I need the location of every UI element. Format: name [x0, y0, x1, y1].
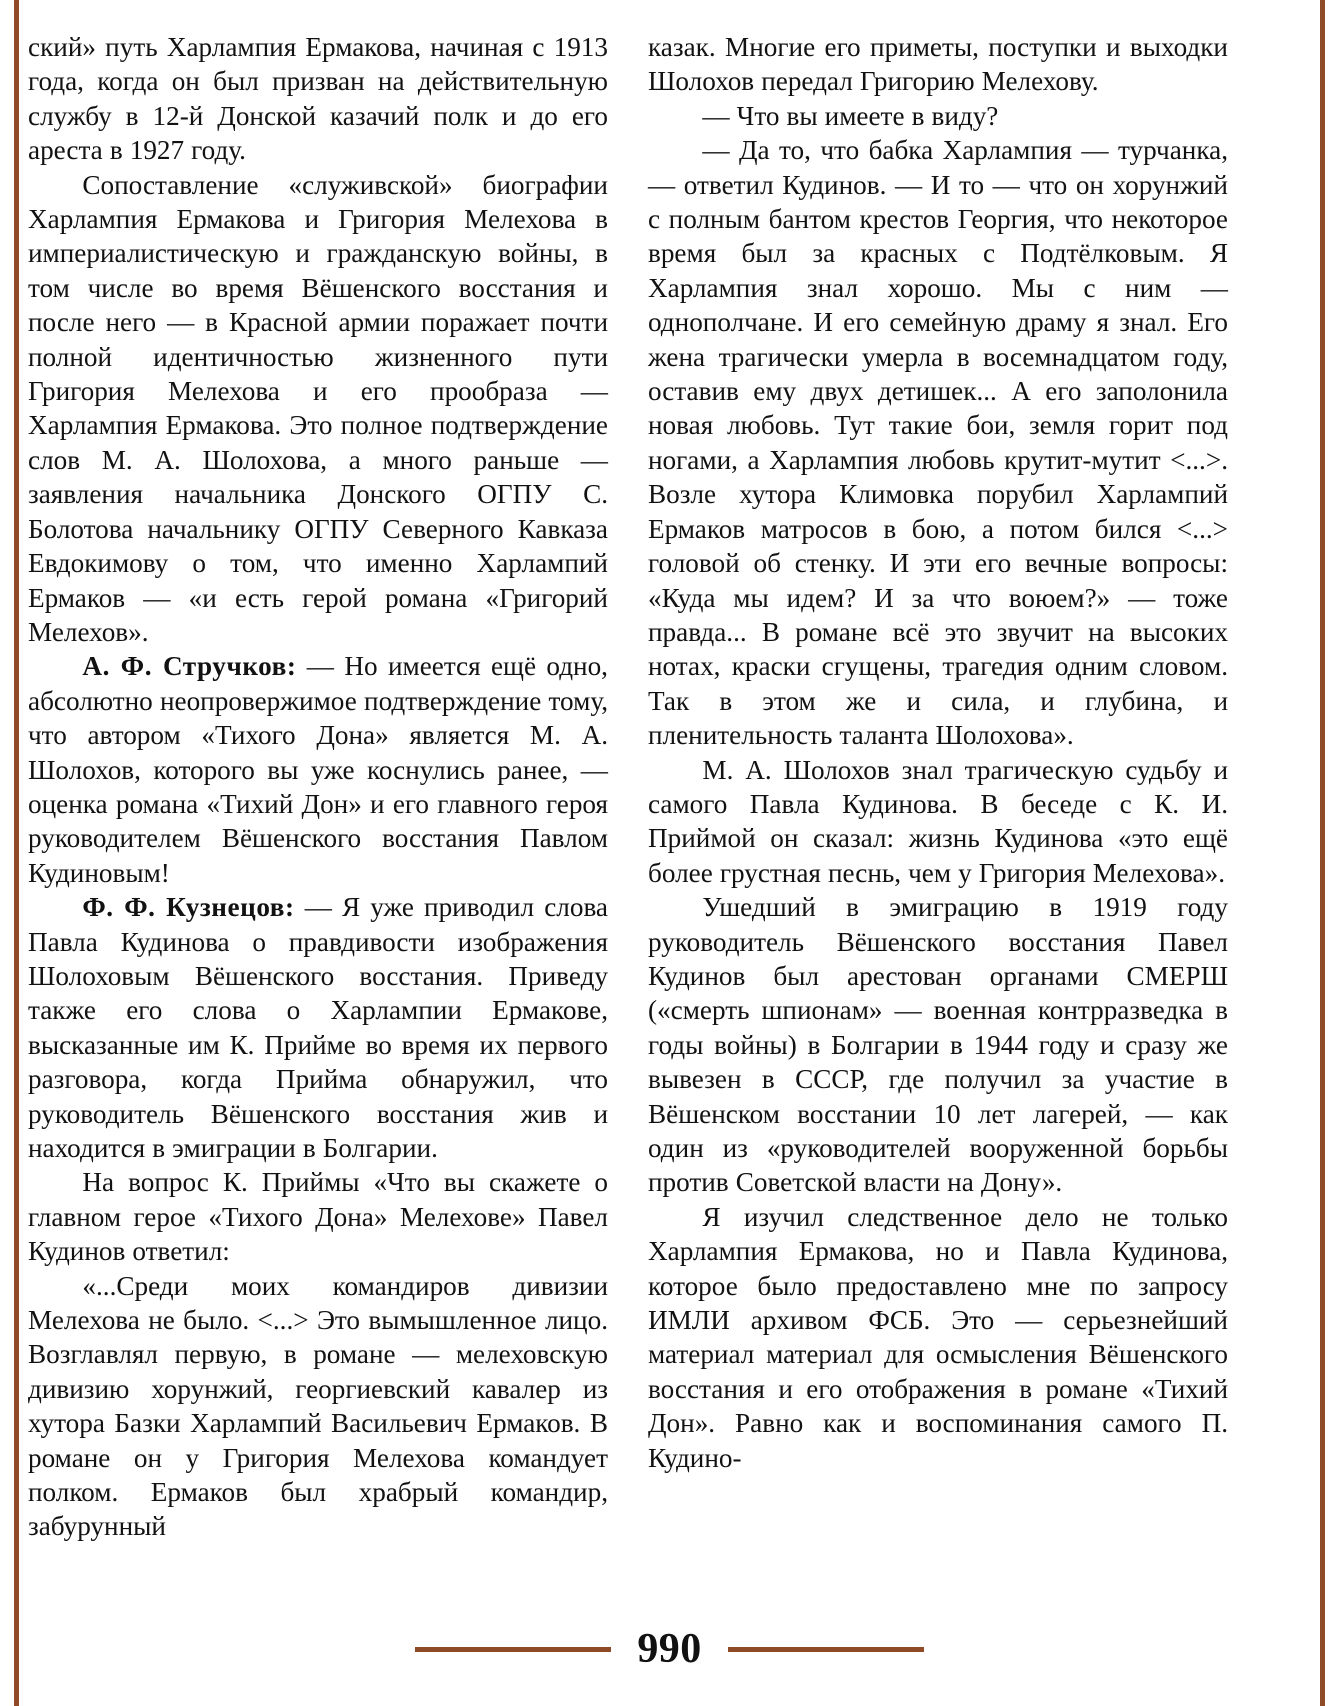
- speaker-name: А. Ф. Стручков:: [82, 651, 297, 682]
- paragraph: На вопрос К. Приймы «Что вы скажете о главном герое «Тихого Дона» Мелехове» Павел Кудинов ответил:: [28, 1167, 608, 1267]
- paragraph: Я изучил следственное дело не только Харлампия Ермакова, но и Павла Кудинова, которое было предоставлено мне по запросу ИМЛИ архивом ФСБ. Это — серьезнейший материал материал для осмысления Вёшенского восстания и его отображения в романе «Тихий Дон». Равно как и воспоминания самого П. Кудино-: [648, 1201, 1228, 1473]
- page-footer: [0, 1628, 1339, 1670]
- paragraph: казак. Многие его приметы, поступки и выходки Шолохов передал Григорию Мелехову.: [648, 32, 1228, 97]
- page-number: 990: [637, 1626, 702, 1672]
- speaker-name: Ф. Ф. Кузнецов:: [82, 892, 295, 923]
- paragraph: ский» путь Харлампия Ермакова, начиная с 1913 года, когда он был призван на действительную службу в 12-й Донской казачий полк и до его ареста в 1927 году.: [28, 32, 608, 166]
- paragraph-with-speaker: [28, 649, 608, 890]
- paragraph-with-speaker: [28, 890, 608, 1165]
- paragraph-text: — Но имеется ещё одно, абсолютно неопровержимое подтверждение тому, что автором «Тихого Дона» является М. А. Шолохов, которого вы уже коснулись ранее, — оценка романа «Тихий Дон» и его главного героя руководителем Вёшенского восстания Павлом Кудиновым!: [28, 651, 608, 888]
- paragraph: Ушедший в эмиграцию в 1919 году руководитель Вёшенского восстания Павел Кудинов был арестован органами СМЕРШ («смерть шпионам» — военная контрразведка в годы войны) в Болгарии в 1944 году и сразу же вывезен в СССР, где получил за участие в Вёшенском восстании 10 лет лагерей, — как один из «руководителей вооруженной борьбы против Советской власти на Дону».: [648, 892, 1228, 1198]
- paragraph: Сопоставление «служивской» биографии Харлампия Ермакова и Григория Мелехова в империалистическую и гражданскую войны, в том числе во время Вёшенского восстания и после него — в Красной армии поражает почти полной идентичностью жизненного пути Григория Мелехова и его прообраза — Харлампия Ермакова. Это полное подтверждение слов М. А. Шолохова, а много раньше — заявления начальника Донского ОГПУ С. Болотова начальнику ОГПУ Северного Кавказа Евдокимову о том, что именно Харлампий Ермаков — «и есть герой романа «Григорий Мелехов».: [28, 169, 608, 647]
- paragraph: — Что вы имеете в виду?: [702, 100, 999, 131]
- left-column: [28, 30, 608, 1544]
- paragraph: — Да то, что бабка Харлампия — турчанка, — ответил Кудинов. — И то — что он хорунжий с полным бантом крестов Георгия, что некоторое время был за красных с Подтёлковым. Я Харлампия знал хорошо. Мы с ним — однополчане. И его семейную драму я знал. Его жена трагически умерла в восемнадцатом году, оставив ему двух детишек... А его заполонила новая любовь. Тут такие бои, земля горит под ногами, а Харлампия любовь крутит-мутит <...>. Возле хутора Климовка порубил Харлампий Ермаков матросов в бою, а потом бился <...> головой об стенку. И эти его вечные вопросы: «Куда мы идем? И за что воюем?» — тоже правда... В романе всё это звучит на высоких нотах, краски сгущены, трагедия одним словом. Так в этом же и сила, и глубина, и пленительность таланта Шолохова».: [648, 135, 1228, 751]
- paragraph: «...Среди моих командиров дивизии Мелехова не было. <...> Это вымышленное лицо. Возглавлял первую, в романе — мелеховскую дивизию хорунжий, георгиевский кавалер из хутора Базки Харлампий Васильевич Ермаков. В романе он у Григория Мелехова командует полком. Ермаков был храбрый командир, забурунный: [28, 1270, 608, 1542]
- two-column-body: [28, 30, 1228, 1544]
- footer-rule-left: [415, 1647, 611, 1652]
- footer-rule-right: [728, 1647, 924, 1652]
- right-column: [648, 30, 1228, 1544]
- paragraph: М. А. Шолохов знал трагическую судьбу и самого Павла Кудинова. В беседе с К. И. Приймой он сказал: жизнь Кудинова «это ещё более грустная песнь, чем у Григория Мелехова».: [648, 754, 1228, 888]
- paragraph-text: — Я уже приводил слова Павла Кудинова о правдивости изображения Шолоховым Вёшенского восстания. Приведу также его слова о Харлампии Ермакове, высказанные им К. Прийме во время их первого разговора, когда Прийма обнаружил, что руководитель Вёшенского восстания жив и находится в эмиграции в Болгарии.: [28, 892, 608, 1163]
